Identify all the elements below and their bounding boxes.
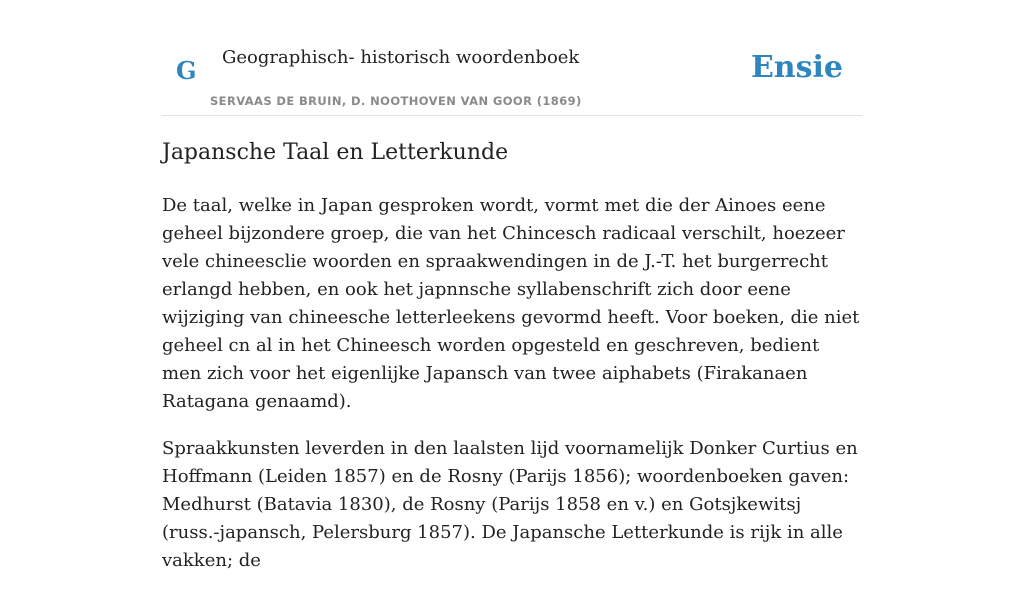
- entry-paragraph: Spraakkunsten leverden in den laalsten lijd voornamelijk Donker Curtius en Hoffmann (Leiden 1857) en de Rosny (Parijs 1856); woordenboeken gaven: Medhurst (Batavia 1830), de Rosny (Parijs 1858 en v.) en Gotsjkewitsj (russ.-japansch, Pelersburg 1857). De Japansche Letterkunde is rijk in alle vakken; de: [162, 438, 858, 571]
- page-header: [162, 40, 862, 116]
- entry-paragraph: De taal, welke in Japan gesproken wordt, vormt met die der Ainoes eene geheel bijzondere groep, die van het Chincesch radicaal verschilt, hoezeer vele chineesclie woorden en spraakwendingen in de J.-T. het burgerrecht erlangd hebben, en ook het japnnsche syllabenschrift zich door eene wijziging van chineesche letterleekens gevormd heeft. Voor boeken, die niet geheel cn al in het Chineesch worden opgesteld en geschreven, bedient men zich voor het eigenlijke Japansch van twee aiphabets (Firakanaen Ratagana genaamd).: [162, 195, 860, 412]
- entry-title: Japansche Taal en Letterkunde: [162, 140, 509, 165]
- ensie-logo-link[interactable]: Ensie: [750, 50, 843, 85]
- book-logo-icon[interactable]: G: [176, 56, 197, 85]
- book-title-link[interactable]: Geographisch- historisch woordenboek: [222, 47, 580, 68]
- book-authors: SERVAAS DE BRUIN, D. NOOTHOVEN VAN GOOR (1869): [210, 94, 582, 108]
- entry-body: [162, 192, 862, 594]
